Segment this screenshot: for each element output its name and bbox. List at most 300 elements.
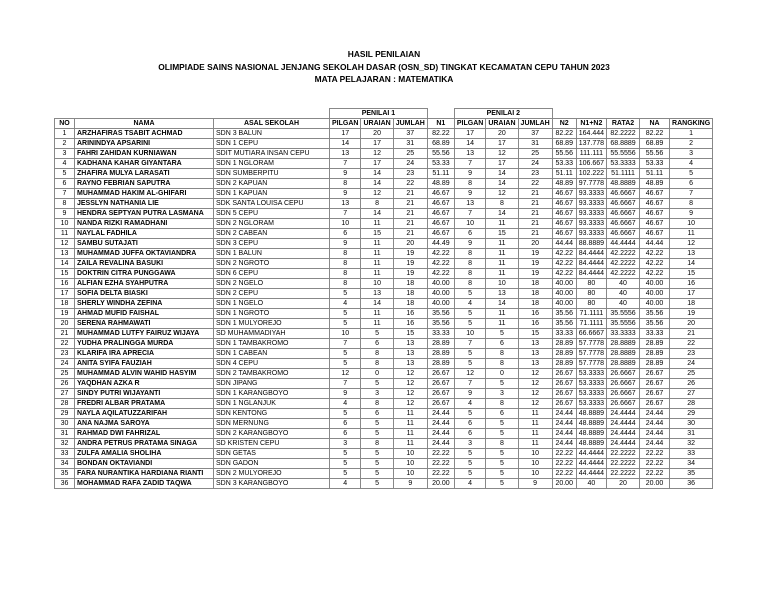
row-na: 40.00 xyxy=(640,299,670,309)
row-ranking: 29 xyxy=(670,409,713,419)
row-jumlah-2: 23 xyxy=(518,169,552,179)
row-na: 40.00 xyxy=(640,289,670,299)
row-n1: 33.33 xyxy=(427,329,454,339)
table-row xyxy=(55,429,713,439)
row-nama: SINDY PUTRI WIJAYANTI xyxy=(75,389,214,399)
row-uraian-2: 5 xyxy=(486,329,518,339)
row-asal-sekolah: SDN MERNUNG xyxy=(214,419,330,429)
row-pilgan-1: 17 xyxy=(330,129,361,139)
row-pilgan-1: 9 xyxy=(330,169,361,179)
row-pilgan-1: 6 xyxy=(330,419,361,429)
table-row xyxy=(55,379,713,389)
row-pilgan-1: 6 xyxy=(330,229,361,239)
row-uraian-2: 11 xyxy=(486,239,518,249)
table-row xyxy=(55,169,713,179)
row-nama: MOHAMMAD RAFA ZADID TAQWA xyxy=(75,479,214,489)
row-pilgan-2: 6 xyxy=(454,429,485,439)
row-n1n2: 97.7778 xyxy=(576,179,606,189)
row-pilgan-1: 8 xyxy=(330,279,361,289)
col-pilgan-1: PILGAN xyxy=(330,119,361,129)
row-n2: 82.22 xyxy=(552,129,576,139)
row-n2: 26.67 xyxy=(552,399,576,409)
row-n2: 42.22 xyxy=(552,249,576,259)
row-uraian-2: 5 xyxy=(486,479,518,489)
row-jumlah-2: 16 xyxy=(518,309,552,319)
row-jumlah-2: 12 xyxy=(518,369,552,379)
row-na: 22.22 xyxy=(640,469,670,479)
row-pilgan-1: 5 xyxy=(330,359,361,369)
row-na: 42.22 xyxy=(640,249,670,259)
row-no: 13 xyxy=(55,249,75,259)
row-pilgan-1: 4 xyxy=(330,479,361,489)
row-na: 28.89 xyxy=(640,349,670,359)
row-nama: MUHAMMAD LUTFY FAIRUZ WIJAYA xyxy=(75,329,214,339)
row-na: 46.67 xyxy=(640,219,670,229)
row-no: 12 xyxy=(55,239,75,249)
row-n1n2: 80 xyxy=(576,299,606,309)
row-pilgan-2: 12 xyxy=(454,369,485,379)
row-n2: 46.67 xyxy=(552,219,576,229)
col-n1n2: N1+N2 xyxy=(576,119,606,129)
row-jumlah-2: 12 xyxy=(518,399,552,409)
results-table-body xyxy=(55,129,713,489)
row-pilgan-1: 5 xyxy=(330,449,361,459)
row-asal-sekolah: SDN 2 KARANGBOYO xyxy=(214,429,330,439)
row-pilgan-1: 8 xyxy=(330,249,361,259)
row-jumlah-2: 21 xyxy=(518,189,552,199)
row-asal-sekolah: SDN 3 KARANGBOYO xyxy=(214,479,330,489)
row-pilgan-1: 8 xyxy=(330,269,361,279)
row-uraian-2: 10 xyxy=(486,279,518,289)
row-pilgan-1: 12 xyxy=(330,369,361,379)
row-ranking: 1 xyxy=(670,129,713,139)
row-pilgan-1: 8 xyxy=(330,179,361,189)
row-no: 5 xyxy=(55,169,75,179)
row-na: 46.67 xyxy=(640,229,670,239)
row-uraian-1: 11 xyxy=(361,259,393,269)
row-uraian-2: 17 xyxy=(486,139,518,149)
row-rata2: 26.6667 xyxy=(607,399,640,409)
row-n1n2: 48.8889 xyxy=(576,419,606,429)
row-rata2: 26.6667 xyxy=(607,369,640,379)
row-na: 24.44 xyxy=(640,429,670,439)
row-n1: 28.89 xyxy=(427,349,454,359)
row-uraian-2: 11 xyxy=(486,219,518,229)
row-pilgan-2: 9 xyxy=(454,189,485,199)
row-rata2: 24.4444 xyxy=(607,439,640,449)
row-na: 44.44 xyxy=(640,239,670,249)
row-asal-sekolah: SDN 2 NGROTO xyxy=(214,259,330,269)
row-uraian-1: 3 xyxy=(361,389,393,399)
row-n1n2: 111.111 xyxy=(576,149,606,159)
row-n2: 24.44 xyxy=(552,439,576,449)
row-asal-sekolah: SDN 1 CEPU xyxy=(214,139,330,149)
row-n2: 28.89 xyxy=(552,359,576,369)
row-jumlah-2: 18 xyxy=(518,279,552,289)
row-asal-sekolah: SDN 1 KAPUAN xyxy=(214,189,330,199)
row-pilgan-2: 17 xyxy=(454,129,485,139)
row-n2: 44.44 xyxy=(552,239,576,249)
row-pilgan-1: 3 xyxy=(330,439,361,449)
row-pilgan-2: 7 xyxy=(454,209,485,219)
row-pilgan-2: 9 xyxy=(454,169,485,179)
table-row xyxy=(55,449,713,459)
table-row xyxy=(55,189,713,199)
row-ranking: 30 xyxy=(670,419,713,429)
row-asal-sekolah: SDN 1 MULYOREJO xyxy=(214,319,330,329)
row-jumlah-2: 10 xyxy=(518,449,552,459)
row-n1: 35.56 xyxy=(427,309,454,319)
row-na: 22.22 xyxy=(640,449,670,459)
row-jumlah-2: 21 xyxy=(518,199,552,209)
col-n2: N2 xyxy=(552,119,576,129)
row-jumlah-2: 19 xyxy=(518,249,552,259)
row-ranking: 16 xyxy=(670,279,713,289)
row-rata2: 20 xyxy=(607,479,640,489)
row-n2: 24.44 xyxy=(552,409,576,419)
row-pilgan-2: 5 xyxy=(454,359,485,369)
row-jumlah-1: 10 xyxy=(393,459,427,469)
row-uraian-2: 5 xyxy=(486,449,518,459)
row-n1: 26.67 xyxy=(427,379,454,389)
row-n1n2: 53.3333 xyxy=(576,389,606,399)
row-nama: SOFIA DELTA BIASKI xyxy=(75,289,214,299)
row-jumlah-2: 37 xyxy=(518,129,552,139)
row-pilgan-2: 8 xyxy=(454,269,485,279)
row-n1: 40.00 xyxy=(427,279,454,289)
row-uraian-2: 5 xyxy=(486,429,518,439)
row-jumlah-1: 16 xyxy=(393,319,427,329)
col-pilgan-2: PILGAN xyxy=(454,119,485,129)
row-n2: 46.67 xyxy=(552,229,576,239)
row-rata2: 68.8889 xyxy=(607,139,640,149)
table-row xyxy=(55,269,713,279)
row-pilgan-2: 7 xyxy=(454,339,485,349)
row-uraian-2: 8 xyxy=(486,439,518,449)
table-row xyxy=(55,249,713,259)
row-jumlah-2: 12 xyxy=(518,389,552,399)
row-uraian-1: 5 xyxy=(361,329,393,339)
row-uraian-1: 12 xyxy=(361,189,393,199)
row-nama: RAHMAD DWI FAHRIZAL xyxy=(75,429,214,439)
row-n2: 40.00 xyxy=(552,299,576,309)
row-jumlah-2: 11 xyxy=(518,429,552,439)
row-uraian-2: 14 xyxy=(486,299,518,309)
row-pilgan-2: 3 xyxy=(454,439,485,449)
row-na: 26.67 xyxy=(640,399,670,409)
row-no: 25 xyxy=(55,369,75,379)
row-uraian-1: 11 xyxy=(361,319,393,329)
row-jumlah-2: 13 xyxy=(518,359,552,369)
row-uraian-2: 12 xyxy=(486,189,518,199)
row-n1n2: 93.3333 xyxy=(576,209,606,219)
row-n1n2: 53.3333 xyxy=(576,369,606,379)
row-jumlah-2: 11 xyxy=(518,419,552,429)
row-rata2: 28.8889 xyxy=(607,349,640,359)
row-rata2: 51.1111 xyxy=(607,169,640,179)
row-na: 24.44 xyxy=(640,439,670,449)
table-row xyxy=(55,399,713,409)
row-n2: 55.56 xyxy=(552,149,576,159)
row-pilgan-2: 5 xyxy=(454,289,485,299)
row-uraian-1: 10 xyxy=(361,279,393,289)
col-rata2: RATA2 xyxy=(607,119,640,129)
row-nama: YUDHA PRALINGGA MURDA xyxy=(75,339,214,349)
row-ranking: 6 xyxy=(670,179,713,189)
row-rata2: 40 xyxy=(607,279,640,289)
row-n1: 46.67 xyxy=(427,189,454,199)
row-pilgan-1: 10 xyxy=(330,329,361,339)
row-na: 28.89 xyxy=(640,359,670,369)
row-n1: 55.56 xyxy=(427,149,454,159)
row-nama: MUHAMMAD JUFFA OKTAVIANDRA xyxy=(75,249,214,259)
table-row xyxy=(55,459,713,469)
row-pilgan-2: 7 xyxy=(454,379,485,389)
row-uraian-2: 5 xyxy=(486,469,518,479)
row-rata2: 44.4444 xyxy=(607,239,640,249)
row-uraian-2: 14 xyxy=(486,169,518,179)
row-asal-sekolah: SDIT MUTIARA INSAN CEPU xyxy=(214,149,330,159)
row-n1n2: 102.222 xyxy=(576,169,606,179)
row-jumlah-1: 12 xyxy=(393,399,427,409)
row-pilgan-1: 5 xyxy=(330,459,361,469)
table-row xyxy=(55,439,713,449)
row-n1n2: 53.3333 xyxy=(576,399,606,409)
row-n1n2: 71.1111 xyxy=(576,309,606,319)
row-pilgan-1: 5 xyxy=(330,349,361,359)
row-na: 42.22 xyxy=(640,269,670,279)
row-pilgan-2: 5 xyxy=(454,409,485,419)
row-ranking: 3 xyxy=(670,149,713,159)
row-n1n2: 48.8889 xyxy=(576,429,606,439)
table-row xyxy=(55,369,713,379)
row-rata2: 48.8889 xyxy=(607,179,640,189)
row-rata2: 22.2222 xyxy=(607,449,640,459)
row-na: 26.67 xyxy=(640,389,670,399)
row-jumlah-2: 12 xyxy=(518,379,552,389)
row-rata2: 46.6667 xyxy=(607,229,640,239)
row-pilgan-1: 5 xyxy=(330,309,361,319)
row-ranking: 27 xyxy=(670,389,713,399)
row-pilgan-1: 7 xyxy=(330,379,361,389)
table-row xyxy=(55,259,713,269)
row-nama: ZAILA REVALINA BASUKI xyxy=(75,259,214,269)
row-pilgan-1: 6 xyxy=(330,429,361,439)
row-jumlah-1: 18 xyxy=(393,289,427,299)
row-uraian-2: 11 xyxy=(486,259,518,269)
row-n2: 46.67 xyxy=(552,199,576,209)
row-n2: 35.56 xyxy=(552,319,576,329)
row-ranking: 2 xyxy=(670,139,713,149)
row-jumlah-1: 13 xyxy=(393,349,427,359)
row-ranking: 14 xyxy=(670,259,713,269)
row-n1: 22.22 xyxy=(427,469,454,479)
row-rata2: 22.2222 xyxy=(607,459,640,469)
row-jumlah-1: 12 xyxy=(393,379,427,389)
row-n1: 42.22 xyxy=(427,259,454,269)
row-ranking: 7 xyxy=(670,189,713,199)
row-asal-sekolah: SDN 1 NGELO xyxy=(214,299,330,309)
row-nama: ARZHAFIRAS TSABIT ACHMAD xyxy=(75,129,214,139)
row-nama: KADHANA KAHAR GIYANTARA xyxy=(75,159,214,169)
row-no: 4 xyxy=(55,159,75,169)
row-jumlah-1: 21 xyxy=(393,209,427,219)
row-n2: 28.89 xyxy=(552,349,576,359)
row-uraian-1: 14 xyxy=(361,299,393,309)
row-uraian-2: 5 xyxy=(486,419,518,429)
row-jumlah-1: 21 xyxy=(393,219,427,229)
results-table xyxy=(54,108,713,489)
row-uraian-2: 20 xyxy=(486,129,518,139)
report-title-block xyxy=(0,48,768,86)
row-pilgan-2: 5 xyxy=(454,309,485,319)
row-jumlah-2: 10 xyxy=(518,469,552,479)
row-uraian-2: 3 xyxy=(486,389,518,399)
row-asal-sekolah: SDN 1 NGLANJUK xyxy=(214,399,330,409)
row-rata2: 42.2222 xyxy=(607,269,640,279)
row-na: 68.89 xyxy=(640,139,670,149)
row-n1n2: 93.3333 xyxy=(576,229,606,239)
row-n1: 24.44 xyxy=(427,429,454,439)
row-na: 82.22 xyxy=(640,129,670,139)
row-ranking: 17 xyxy=(670,289,713,299)
row-ranking: 32 xyxy=(670,439,713,449)
row-na: 33.33 xyxy=(640,329,670,339)
row-uraian-1: 13 xyxy=(361,289,393,299)
row-n1n2: 48.8889 xyxy=(576,439,606,449)
row-no: 8 xyxy=(55,199,75,209)
row-na: 26.67 xyxy=(640,379,670,389)
row-n1: 46.67 xyxy=(427,229,454,239)
row-uraian-2: 8 xyxy=(486,349,518,359)
penilai2-header: PENILAI 2 xyxy=(454,109,552,119)
row-asal-sekolah: SDN 2 MULYOREJO xyxy=(214,469,330,479)
row-pilgan-1: 5 xyxy=(330,319,361,329)
row-n2: 28.89 xyxy=(552,339,576,349)
row-nama: MUHAMMAD HAKIM AL-GHIFARI xyxy=(75,189,214,199)
row-jumlah-2: 9 xyxy=(518,479,552,489)
row-pilgan-1: 9 xyxy=(330,189,361,199)
row-jumlah-1: 11 xyxy=(393,409,427,419)
row-rata2: 55.5556 xyxy=(607,149,640,159)
row-pilgan-2: 8 xyxy=(454,249,485,259)
row-rata2: 24.4444 xyxy=(607,409,640,419)
row-pilgan-2: 6 xyxy=(454,419,485,429)
row-rata2: 42.2222 xyxy=(607,249,640,259)
row-na: 46.67 xyxy=(640,199,670,209)
row-ranking: 34 xyxy=(670,459,713,469)
row-rata2: 33.3333 xyxy=(607,329,640,339)
row-jumlah-2: 15 xyxy=(518,329,552,339)
row-pilgan-1: 13 xyxy=(330,199,361,209)
row-n2: 26.67 xyxy=(552,369,576,379)
row-rata2: 26.6667 xyxy=(607,379,640,389)
row-n2: 22.22 xyxy=(552,449,576,459)
row-jumlah-1: 9 xyxy=(393,479,427,489)
row-no: 36 xyxy=(55,479,75,489)
row-pilgan-2: 14 xyxy=(454,139,485,149)
table-row xyxy=(55,279,713,289)
row-jumlah-2: 11 xyxy=(518,409,552,419)
row-jumlah-1: 11 xyxy=(393,419,427,429)
row-no: 28 xyxy=(55,399,75,409)
row-n1: 42.22 xyxy=(427,249,454,259)
table-row xyxy=(55,389,713,399)
row-jumlah-1: 18 xyxy=(393,299,427,309)
row-n1: 35.56 xyxy=(427,319,454,329)
row-uraian-2: 11 xyxy=(486,249,518,259)
row-jumlah-1: 10 xyxy=(393,469,427,479)
row-n1n2: 93.3333 xyxy=(576,219,606,229)
row-n1: 51.11 xyxy=(427,169,454,179)
row-jumlah-1: 22 xyxy=(393,179,427,189)
row-n1n2: 93.3333 xyxy=(576,189,606,199)
row-asal-sekolah: SDN 3 CEPU xyxy=(214,239,330,249)
row-uraian-1: 14 xyxy=(361,179,393,189)
row-n2: 26.67 xyxy=(552,379,576,389)
row-asal-sekolah: SDN 1 CABEAN xyxy=(214,349,330,359)
row-uraian-2: 11 xyxy=(486,269,518,279)
row-jumlah-1: 12 xyxy=(393,389,427,399)
row-pilgan-2: 13 xyxy=(454,149,485,159)
row-uraian-1: 11 xyxy=(361,269,393,279)
row-rata2: 40 xyxy=(607,299,640,309)
row-n2: 46.67 xyxy=(552,209,576,219)
row-n1n2: 57.7778 xyxy=(576,359,606,369)
row-asal-sekolah: SDN GADON xyxy=(214,459,330,469)
table-row xyxy=(55,419,713,429)
table-row xyxy=(55,149,713,159)
row-jumlah-1: 11 xyxy=(393,429,427,439)
row-uraian-1: 11 xyxy=(361,249,393,259)
row-nama: ZULFA AMALIA SHOLIHA xyxy=(75,449,214,459)
row-pilgan-1: 9 xyxy=(330,239,361,249)
penilai1-header: PENILAI 1 xyxy=(330,109,428,119)
row-jumlah-1: 18 xyxy=(393,279,427,289)
row-pilgan-1: 7 xyxy=(330,339,361,349)
row-jumlah-1: 13 xyxy=(393,359,427,369)
row-pilgan-2: 6 xyxy=(454,229,485,239)
row-uraian-1: 11 xyxy=(361,239,393,249)
row-jumlah-1: 21 xyxy=(393,229,427,239)
row-uraian-2: 11 xyxy=(486,319,518,329)
row-jumlah-1: 37 xyxy=(393,129,427,139)
row-rata2: 40 xyxy=(607,289,640,299)
row-uraian-1: 8 xyxy=(361,359,393,369)
row-n2: 42.22 xyxy=(552,269,576,279)
row-n2: 35.56 xyxy=(552,309,576,319)
row-no: 34 xyxy=(55,459,75,469)
row-ranking: 15 xyxy=(670,269,713,279)
row-no: 29 xyxy=(55,409,75,419)
col-na: NA xyxy=(640,119,670,129)
row-asal-sekolah: SDN 2 NGLORAM xyxy=(214,219,330,229)
row-jumlah-2: 21 xyxy=(518,219,552,229)
table-row xyxy=(55,409,713,419)
row-no: 23 xyxy=(55,349,75,359)
row-n1n2: 57.7778 xyxy=(576,339,606,349)
row-n2: 51.11 xyxy=(552,169,576,179)
row-asal-sekolah: SDN 1 BALUN xyxy=(214,249,330,259)
row-no: 18 xyxy=(55,299,75,309)
row-jumlah-2: 21 xyxy=(518,229,552,239)
row-jumlah-2: 31 xyxy=(518,139,552,149)
row-pilgan-2: 5 xyxy=(454,469,485,479)
row-jumlah-1: 10 xyxy=(393,449,427,459)
row-na: 26.67 xyxy=(640,369,670,379)
row-ranking: 22 xyxy=(670,339,713,349)
row-n1: 40.00 xyxy=(427,299,454,309)
